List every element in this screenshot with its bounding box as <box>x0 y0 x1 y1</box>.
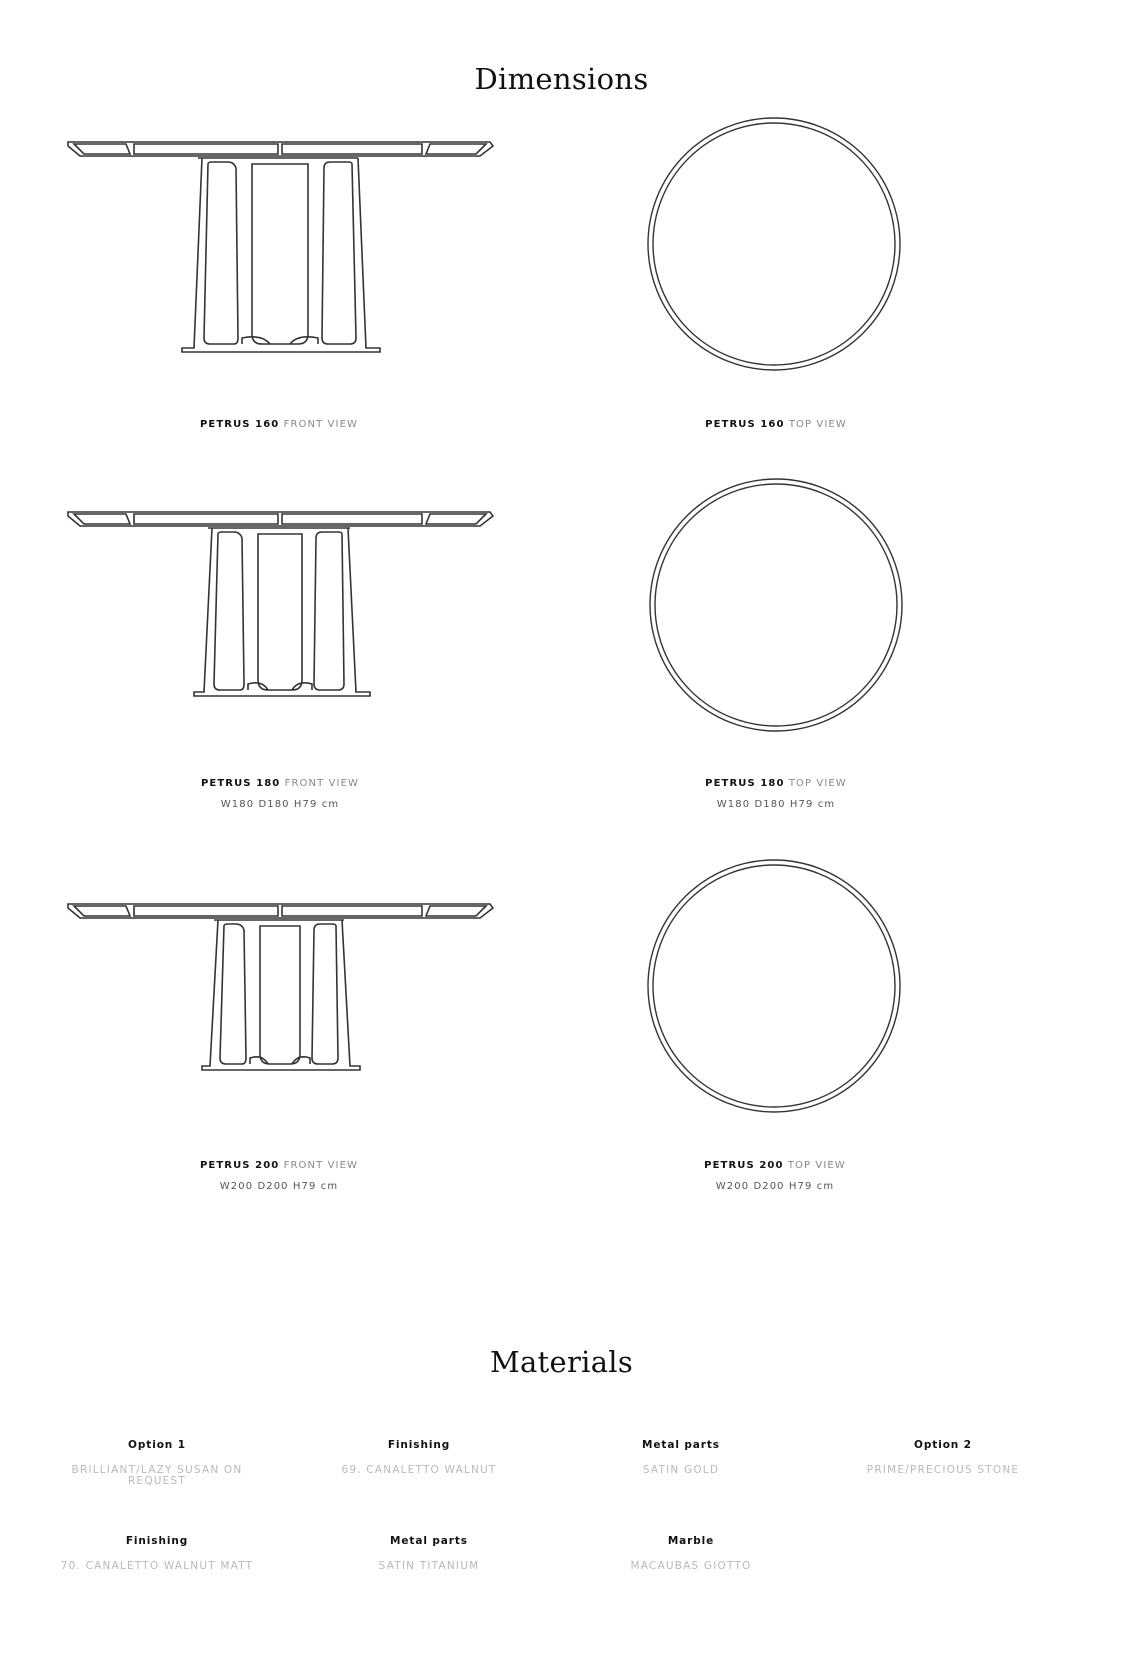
petrus-180-top-caption <box>576 777 976 812</box>
dimensions-heading: Dimensions <box>474 62 649 96</box>
model-name: PETRUS 160 <box>200 419 280 430</box>
material-value: PRIME/PRECIOUS STONE <box>866 1464 1020 1476</box>
table-front-view-icon <box>66 138 496 358</box>
model-name: PETRUS 200 <box>704 1160 784 1171</box>
material-label: Marble <box>667 1535 715 1547</box>
size-label: W200 D200 H79 cm <box>219 1181 339 1192</box>
petrus-200-top-caption <box>575 1159 975 1194</box>
size-label: W200 D200 H79 cm <box>715 1181 835 1192</box>
table-front-view-icon <box>66 900 496 1080</box>
table-top-view-icon <box>646 858 906 1118</box>
material-value: SATIN TITANIUM <box>378 1560 480 1572</box>
view-label: TOP VIEW <box>788 419 847 430</box>
model-name: PETRUS 180 <box>705 778 785 789</box>
material-value: 69. CANALETTO WALNUT <box>341 1464 497 1476</box>
petrus-160-top-drawing <box>646 116 906 376</box>
model-name: PETRUS 160 <box>705 419 785 430</box>
petrus-160-front-drawing <box>66 138 496 358</box>
petrus-200-top-drawing <box>646 858 906 1118</box>
material-metal-parts-1 <box>581 1439 781 1476</box>
material-label: Option 2 <box>914 1439 972 1451</box>
material-value: SATIN GOLD <box>642 1464 720 1476</box>
view-label: TOP VIEW <box>788 778 847 789</box>
view-label: FRONT VIEW <box>283 1160 358 1171</box>
petrus-200-front-drawing <box>66 900 496 1080</box>
material-label: Metal parts <box>390 1535 468 1547</box>
material-finishing-2 <box>37 1535 277 1572</box>
material-label: Metal parts <box>642 1439 720 1451</box>
view-label: TOP VIEW <box>787 1160 846 1171</box>
material-finishing-1 <box>319 1439 519 1476</box>
petrus-160-front-caption <box>79 418 479 432</box>
material-label: Finishing <box>125 1535 189 1547</box>
material-value: MACAUBAS GIOTTO <box>630 1560 752 1572</box>
table-front-view-icon <box>66 508 496 708</box>
model-name: PETRUS 200 <box>200 1160 280 1171</box>
view-label: FRONT VIEW <box>284 778 359 789</box>
petrus-180-front-drawing <box>66 508 496 708</box>
table-top-view-icon <box>648 477 908 737</box>
size-label: W180 D180 H79 cm <box>716 799 836 810</box>
material-label: Option 1 <box>128 1439 186 1451</box>
petrus-180-top-drawing <box>648 477 908 737</box>
model-name: PETRUS 180 <box>201 778 281 789</box>
material-metal-parts-2 <box>329 1535 529 1572</box>
petrus-200-front-caption <box>79 1159 479 1194</box>
table-top-view-icon <box>646 116 906 376</box>
size-label: W180 D180 H79 cm <box>220 799 340 810</box>
material-marble <box>591 1535 791 1572</box>
material-value: 70. CANALETTO WALNUT MATT <box>60 1560 254 1572</box>
material-value: BRILLIANT/LAZY SUSAN ON REQUEST <box>71 1464 243 1487</box>
material-option-1 <box>57 1439 257 1487</box>
petrus-160-top-caption <box>576 418 976 432</box>
material-label: Finishing <box>387 1439 451 1451</box>
petrus-180-front-caption <box>80 777 480 812</box>
view-label: FRONT VIEW <box>283 419 358 430</box>
material-option-2 <box>843 1439 1043 1476</box>
materials-heading: Materials <box>489 1345 634 1379</box>
